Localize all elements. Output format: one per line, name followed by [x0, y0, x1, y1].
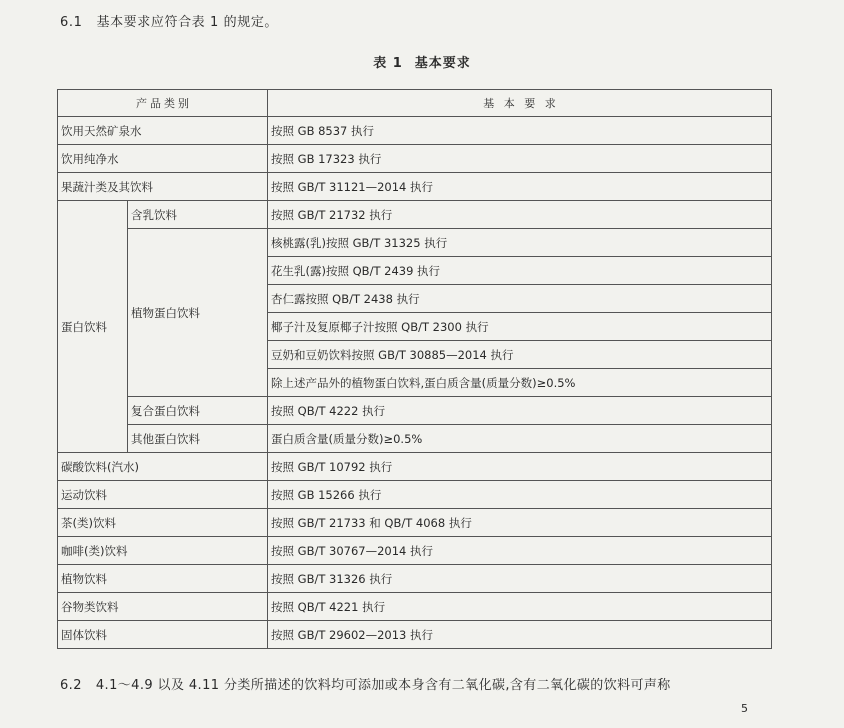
table-row — [58, 425, 772, 453]
table-row — [58, 537, 772, 565]
category-cell: 固体饮料 — [58, 621, 268, 649]
requirement-cell: 杏仁露按照 QB/T 2438 执行 — [268, 285, 772, 313]
requirement-cell: 按照 GB 8537 执行 — [268, 117, 772, 145]
subcategory-cell: 其他蛋白饮料 — [128, 425, 268, 453]
category-cell: 饮用纯净水 — [58, 145, 268, 173]
table-header-row — [58, 90, 772, 117]
category-cell: 碳酸饮料(汽水) — [58, 453, 268, 481]
header-requirement: 基 本 要 求 — [268, 90, 772, 117]
requirement-cell: 按照 GB/T 21733 和 QB/T 4068 执行 — [268, 509, 772, 537]
category-cell: 茶(类)饮料 — [58, 509, 268, 537]
table-row — [58, 565, 772, 593]
table-row — [58, 593, 772, 621]
requirement-cell: 椰子汁及复原椰子汁按照 QB/T 2300 执行 — [268, 313, 772, 341]
subcategory-cell: 植物蛋白饮料 — [128, 229, 268, 397]
table-row — [58, 621, 772, 649]
table-title — [0, 52, 844, 71]
requirement-cell: 按照 QB/T 4221 执行 — [268, 593, 772, 621]
category-cell: 咖啡(类)饮料 — [58, 537, 268, 565]
table-row — [58, 173, 772, 201]
requirement-cell: 蛋白质含量(质量分数)≥0.5% — [268, 425, 772, 453]
requirement-cell: 按照 GB/T 10792 执行 — [268, 453, 772, 481]
requirement-cell: 按照 GB/T 30767—2014 执行 — [268, 537, 772, 565]
category-cell: 果蔬汁类及其饮料 — [58, 173, 268, 201]
requirement-cell: 按照 GB/T 29602—2013 执行 — [268, 621, 772, 649]
requirement-cell: 按照 GB 17323 执行 — [268, 145, 772, 173]
requirement-cell: 按照 GB/T 31326 执行 — [268, 565, 772, 593]
category-cell: 运动饮料 — [58, 481, 268, 509]
table-row — [58, 481, 772, 509]
table-row — [58, 117, 772, 145]
requirement-cell: 豆奶和豆奶饮料按照 GB/T 30885—2014 执行 — [268, 341, 772, 369]
intro-number: 6.1 — [60, 15, 83, 30]
table-title-text: 基本要求 — [414, 56, 471, 71]
subcategory-cell: 含乳饮料 — [128, 201, 268, 229]
requirement-cell: 按照 GB/T 31121—2014 执行 — [268, 173, 772, 201]
table-row — [58, 453, 772, 481]
requirement-cell: 除上述产品外的植物蛋白饮料,蛋白质含量(质量分数)≥0.5% — [268, 369, 772, 397]
table-row — [58, 145, 772, 173]
header-category: 产品类别 — [58, 90, 268, 117]
requirement-cell: 按照 GB/T 21732 执行 — [268, 201, 772, 229]
requirement-cell: 核桃露(乳)按照 GB/T 31325 执行 — [268, 229, 772, 257]
category-cell: 饮用天然矿泉水 — [58, 117, 268, 145]
intro-paragraph — [60, 11, 278, 30]
page-number: 5 — [741, 702, 748, 715]
category-cell: 谷物类饮料 — [58, 593, 268, 621]
requirement-cell: 花生乳(露)按照 QB/T 2439 执行 — [268, 257, 772, 285]
intro-text: 基本要求应符合表 1 的规定。 — [96, 15, 279, 30]
protein-category-cell: 蛋白饮料 — [58, 201, 128, 453]
requirements-table — [57, 89, 772, 649]
table-row — [58, 201, 772, 229]
table-title-number: 表 1 — [373, 56, 403, 71]
clause-text: 4.1～4.9 以及 4.11 分类所描述的饮料均可添加或本身含有二氧化碳,含有二氧化碳的饮料可声称 — [95, 678, 671, 693]
category-cell: 植物饮料 — [58, 565, 268, 593]
clause-number: 6.2 — [60, 678, 82, 693]
subcategory-cell: 复合蛋白饮料 — [128, 397, 268, 425]
table-row — [58, 229, 772, 257]
requirement-cell: 按照 QB/T 4222 执行 — [268, 397, 772, 425]
requirement-cell: 按照 GB 15266 执行 — [268, 481, 772, 509]
table-row — [58, 397, 772, 425]
clause-paragraph — [60, 674, 671, 693]
table-row — [58, 509, 772, 537]
